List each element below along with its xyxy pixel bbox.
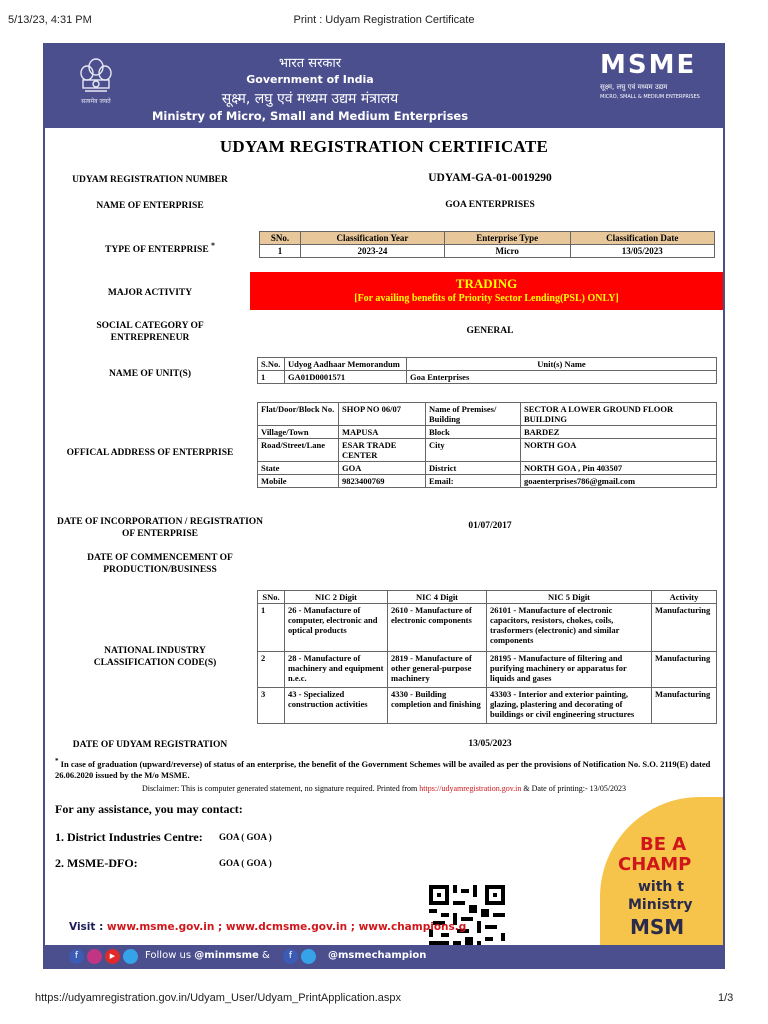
address-key: District [426, 462, 521, 475]
msme-logo-word: MSME [600, 50, 697, 80]
nic-header-row [258, 591, 717, 604]
units-header-uam: Udyog Aadhaar Memorandum [285, 358, 407, 371]
classification-header-row [260, 232, 715, 245]
social-icons-right [283, 949, 316, 964]
address-key: City [426, 439, 521, 462]
nic-cell: Manufacturing [652, 688, 717, 724]
nic-header: NIC 5 Digit [487, 591, 652, 604]
address-value: NORTH GOA [521, 439, 717, 462]
address-value: SHOP NO 06/07 [339, 403, 426, 426]
enterprise-type-label-text: TYPE OF ENTERPRISE [105, 245, 209, 256]
nic-cell: Manufacturing [652, 604, 717, 652]
units-table [257, 357, 717, 384]
address-key: Road/Street/Lane [258, 439, 339, 462]
disclaimer-link[interactable]: https://udyamregistration.gov.in [419, 784, 522, 793]
units-header-name: Unit(s) Name [407, 358, 717, 371]
units-uam: GA01D0001571 [285, 371, 407, 384]
nic-header: Activity [652, 591, 717, 604]
promo-line2: CHAMP [618, 854, 692, 875]
enterprise-type-label [45, 240, 275, 256]
dfo-label: 2. MSME-DFO: [55, 856, 138, 870]
facebook-icon[interactable]: f [69, 949, 84, 964]
address-key: Mobile [258, 475, 339, 488]
address-row [258, 439, 717, 462]
address-value: goaenterprises786@gmail.com [521, 475, 717, 488]
nic-label: NATIONAL INDUSTRY CLASSIFICATION CODE(S) [93, 646, 217, 668]
address-value: GOA [339, 462, 426, 475]
promo-line1: BE A [640, 834, 687, 855]
major-activity-box [250, 272, 723, 310]
nic-header: NIC 4 Digit [388, 591, 487, 604]
address-key: Block [426, 426, 521, 439]
address-row [258, 462, 717, 475]
nic-cell: 26101 - Manufacture of electronic capacitors, resistors, chokes, coils, trasformers (electronic) and similar components [487, 604, 652, 652]
nic-header: NIC 2 Digit [285, 591, 388, 604]
gov-english: Government of India [246, 73, 374, 86]
handle-msmechampion[interactable]: @msmechampion [328, 950, 427, 961]
msme-logo [600, 51, 710, 100]
promo-line5: MSM [630, 915, 685, 939]
follow-line [145, 950, 270, 961]
nic-cell: 2 [258, 652, 285, 688]
visit-links[interactable]: www.msme.gov.in ; www.dcmsme.gov.in ; www.champions.g [106, 921, 467, 933]
address-key: Name of Premises/ Building [426, 403, 521, 426]
address-row [258, 475, 717, 488]
disclaimer-date: & Date of printing:- 13/05/2023 [523, 784, 627, 793]
disclaimer-text: Disclaimer: This is computer generated statement, no signature required. Printed from [141, 784, 418, 793]
address-key: State [258, 462, 339, 475]
units-sno: 1 [258, 371, 285, 384]
nic-cell: 26 - Manufacture of computer, electronic and optical products [285, 604, 388, 652]
follow-label: Follow us [145, 950, 192, 961]
address-key: Email: [426, 475, 521, 488]
udyam-date-value: 13/05/2023 [468, 739, 512, 749]
msme-logo-hindi: सूक्ष्म, लघु एवं मध्यम उद्यम [600, 83, 668, 91]
units-header-row [258, 358, 717, 371]
classification-table [259, 231, 715, 258]
gov-banner [45, 45, 723, 128]
nic-cell: Manufacturing [652, 652, 717, 688]
reg-number-value: UDYAM-GA-01-0019290 [428, 172, 552, 184]
dic-label: 1. District Industries Centre: [55, 830, 203, 844]
handle-minmsme[interactable]: @minmsme [194, 950, 259, 961]
nic-cell: 43303 - Interior and exterior painting, glazing, plastering and decorating of buildings or civil engineering structures [487, 688, 652, 724]
nic-cell: 4330 - Building completion and finishing [388, 688, 487, 724]
address-value: 9823400769 [339, 475, 426, 488]
incorporation-label: DATE OF INCORPORATION / REGISTRATION OF ENTERPRISE [56, 517, 264, 539]
major-activity-label: MAJOR ACTIVITY [107, 288, 193, 298]
nic-row [258, 652, 717, 688]
champions-promo [600, 797, 725, 947]
classification-header-type: Enterprise Type [444, 232, 570, 245]
nic-cell: 2610 - Manufacture of electronic components [388, 604, 487, 652]
footnote-text: In case of graduation (upward/reverse) of status of an enterprise, the benefit of the Government Schemes will be availed as per the provisions of Notification No. S.O. 2119(E) dated 26.06.2020 issued by the M/o MSME. [55, 758, 711, 780]
address-value: MAPUSA [339, 426, 426, 439]
classification-date: 13/05/2023 [570, 245, 714, 258]
print-page-count: 1/3 [718, 992, 734, 1004]
classification-row [260, 245, 715, 258]
twitter-icon[interactable] [123, 949, 138, 964]
nic-table [257, 590, 717, 724]
dic-value: GOA ( GOA ) [219, 832, 272, 842]
nic-row [258, 688, 717, 724]
classification-sno: 1 [260, 245, 301, 258]
footnote-star: * [55, 757, 59, 765]
promo-line3: with t [638, 879, 684, 895]
certificate [43, 43, 725, 969]
certificate-title: UDYAM REGISTRATION CERTIFICATE [219, 137, 549, 156]
nic-cell: 2819 - Manufacture of other general-purpose machinery [388, 652, 487, 688]
nic-cell: 28195 - Manufacture of filtering and purifying machinery or apparatus for liquids and gases [487, 652, 652, 688]
address-value: ESAR TRADE CENTER [339, 439, 426, 462]
ministry-english: Ministry of Micro, Small and Medium Enterprises [151, 109, 469, 123]
enterprise-type-star: * [211, 241, 215, 250]
classification-type: Micro [444, 245, 570, 258]
social-category-value: GENERAL [466, 326, 514, 336]
reg-number-label: UDYAM REGISTRATION NUMBER [72, 175, 228, 185]
msme-logo-english: MICRO, SMALL & MEDIUM ENTERPRISES [600, 94, 700, 100]
address-label: OFFICAL ADDRESS OF ENTERPRISE [66, 448, 234, 458]
address-value: SECTOR A LOWER GROUND FLOOR BUILDING [521, 403, 717, 426]
assistance-heading: For any assistance, you may contact: [55, 802, 243, 816]
major-activity-note: [For availing benefits of Priority Sector Lending(PSL) ONLY] [354, 293, 619, 304]
nic-row [258, 604, 717, 652]
nic-cell: 28 - Manufacture of machinery and equipment n.e.c. [285, 652, 388, 688]
print-url: https://udyamregistration.gov.in/Udyam_User/Udyam_PrintApplication.aspx [35, 992, 402, 1004]
major-activity-value: TRADING [455, 276, 518, 291]
nic-cell: 1 [258, 604, 285, 652]
ministry-hindi: सूक्ष्म, लघु एवं मध्यम उद्यम मंत्रालय [221, 91, 399, 107]
units-header-sno: S.No. [258, 358, 285, 371]
nic-cell: 43 - Specialized construction activities [285, 688, 388, 724]
gov-hindi: भारत सरकार [278, 56, 342, 71]
promo-line4: Ministry [628, 897, 693, 913]
print-datetime: 5/13/23, 4:31 PM [8, 14, 92, 26]
facebook-icon[interactable]: f [283, 949, 298, 964]
classification-year: 2023-24 [301, 245, 445, 258]
units-row [258, 371, 717, 384]
commencement-label: DATE OF COMMENCEMENT OF PRODUCTION/BUSINESS [87, 553, 233, 575]
visit-label: Visit : [69, 921, 104, 933]
address-row [258, 426, 717, 439]
social-icons-left [69, 949, 138, 964]
address-key: Village/Town [258, 426, 339, 439]
address-row [258, 403, 717, 426]
dfo-value: GOA ( GOA ) [219, 858, 272, 868]
classification-header-date: Classification Date [570, 232, 714, 245]
nic-header: SNo. [258, 591, 285, 604]
udyam-date-label: DATE OF UDYAM REGISTRATION [72, 740, 228, 750]
address-value: BARDEZ [521, 426, 717, 439]
social-footer [45, 945, 723, 969]
disclaimer [45, 784, 723, 793]
youtube-icon[interactable]: ▶ [105, 949, 120, 964]
address-key: Flat/Door/Block No. [258, 403, 339, 426]
social-category-label: SOCIAL CATEGORY OF ENTREPRENEUR [96, 321, 204, 343]
address-value: NORTH GOA , Pin 403507 [521, 462, 717, 475]
address-table [257, 402, 717, 488]
enterprise-name-value: GOA ENTERPRISES [445, 200, 535, 210]
instagram-icon[interactable] [87, 949, 102, 964]
classification-header-sno: SNo. [260, 232, 301, 245]
emblem-caption: सत्यमेव जयते [81, 98, 111, 105]
incorporation-date: 01/07/2017 [468, 521, 512, 531]
units-name: Goa Enterprises [407, 371, 717, 384]
visit-line [69, 921, 466, 933]
units-label: NAME OF UNIT(S) [109, 369, 191, 379]
nic-cell: 3 [258, 688, 285, 724]
twitter-icon[interactable] [301, 949, 316, 964]
classification-header-year: Classification Year [301, 232, 445, 245]
footnote [55, 756, 715, 781]
print-page-title: Print : Udyam Registration Certificate [293, 14, 475, 26]
enterprise-name-label: NAME OF ENTERPRISE [96, 201, 204, 211]
follow-amp: & [262, 950, 270, 961]
